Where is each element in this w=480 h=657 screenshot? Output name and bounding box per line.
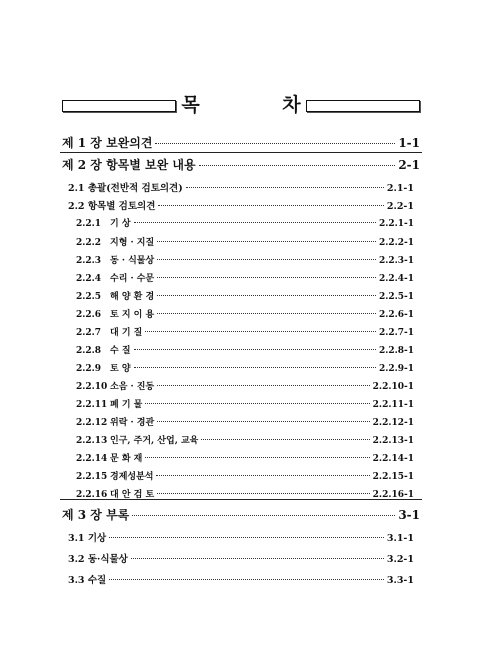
toc-number: 2.2.16 <box>76 490 108 500</box>
dot-leader <box>109 579 384 580</box>
toc-page: 2.2.4-1 <box>378 274 414 284</box>
toc-entry-2-2-5[interactable] <box>76 289 414 302</box>
dot-leader <box>157 277 376 278</box>
dot-leader <box>157 241 376 242</box>
toc-label: 인구, 주거, 산업, 교육 <box>110 436 199 446</box>
toc-entry-2-2-3[interactable] <box>76 253 414 266</box>
dot-leader <box>157 259 376 260</box>
toc-page: 2.2.8-1 <box>378 346 414 356</box>
toc-page: 2.1-1 <box>386 183 414 194</box>
toc-page: 2-1 <box>398 158 420 172</box>
dot-leader <box>109 537 384 538</box>
toc-number: 2.2.2 <box>76 238 102 248</box>
toc-entry-2-2-4[interactable] <box>76 271 414 284</box>
toc-entry-chapter-2[interactable] <box>62 156 420 173</box>
dot-leader <box>157 421 369 422</box>
toc-entry-2-2-11[interactable] <box>76 397 414 410</box>
dot-leader <box>157 493 369 494</box>
toc-page: 2.2.11-1 <box>372 400 414 410</box>
toc-label: 수리 · 수문 <box>110 274 155 284</box>
toc-entry-chapter-1[interactable] <box>62 134 420 151</box>
toc-entry-2-2-6[interactable] <box>76 307 414 320</box>
toc-page: 2.2.9-1 <box>378 364 414 374</box>
dot-leader <box>156 475 369 476</box>
toc-page: 3.2-1 <box>386 554 414 565</box>
toc-page: 3.1-1 <box>386 533 414 544</box>
divider <box>60 152 422 153</box>
toc-page: 2.2.6-1 <box>378 310 414 320</box>
toc-number: 2.2.1 <box>76 219 102 229</box>
toc-label: 3.2 동·식물상 <box>68 554 128 565</box>
dot-leader <box>145 331 376 332</box>
dot-leader <box>131 558 384 559</box>
toc-label: 문 화 재 <box>110 454 143 464</box>
toc-label: 수 질 <box>110 346 131 356</box>
toc-label: 3.3 수질 <box>68 575 107 586</box>
dot-leader <box>134 367 376 368</box>
toc-entry-3-3[interactable] <box>68 572 414 586</box>
toc-label: 제 1 장 보완의견 <box>62 136 153 150</box>
toc-entry-2-2-1[interactable] <box>76 216 414 229</box>
toc-number: 2.2.3 <box>76 256 102 266</box>
toc-label: 제 2 장 항목별 보완 내용 <box>62 158 196 172</box>
dot-leader <box>186 187 384 188</box>
dot-leader <box>134 222 376 223</box>
dot-leader <box>158 205 384 206</box>
toc-entry-2-2-9[interactable] <box>76 361 414 374</box>
toc-page: 2.2.13-1 <box>372 436 414 446</box>
toc-entry-2-1[interactable] <box>68 180 414 194</box>
toc-label: 경제성분석 <box>110 472 154 482</box>
toc-number: 2.2.5 <box>76 292 102 302</box>
toc-label: 2.1 총괄(전반적 검토의견) <box>68 183 183 194</box>
toc-number: 2.2.12 <box>76 418 108 428</box>
toc-number: 2.2.8 <box>76 346 102 356</box>
toc-label: 대 기 질 <box>110 328 143 338</box>
toc-page: 2.2.10-1 <box>372 382 414 392</box>
toc-entry-2-2-8[interactable] <box>76 343 414 356</box>
toc-page: 3-1 <box>398 508 420 522</box>
toc-page: 2.2.7-1 <box>378 328 414 338</box>
toc-label: 토 지 이 용 <box>110 310 155 320</box>
page-title: 목 차 <box>181 94 339 116</box>
toc-page: 2.2.5-1 <box>378 292 414 302</box>
toc-number: 2.2.15 <box>76 472 108 482</box>
toc-page: 2.2-1 <box>386 201 414 212</box>
toc-number: 2.2.6 <box>76 310 102 320</box>
toc-entry-2-2-7[interactable] <box>76 325 414 338</box>
toc-page: 2.2.3-1 <box>378 256 414 266</box>
dot-leader <box>155 143 395 144</box>
dot-leader <box>199 165 396 166</box>
toc-number: 2.2.11 <box>76 400 108 410</box>
toc-entry-2-2-13[interactable] <box>76 433 414 446</box>
toc-page: 2.2.2-1 <box>378 238 414 248</box>
toc-label: 동 · 식물상 <box>110 256 155 266</box>
toc-number: 2.2.14 <box>76 454 108 464</box>
toc-page: 2.2.16-1 <box>372 490 414 500</box>
toc-label: 소음 · 진동 <box>110 382 155 392</box>
toc-label: 폐 기 물 <box>110 400 143 410</box>
dot-leader <box>145 457 369 458</box>
dot-leader <box>157 313 376 314</box>
toc-label: 지형 · 지질 <box>110 238 155 248</box>
toc-number: 2.2.9 <box>76 364 102 374</box>
toc-number: 2.2.7 <box>76 328 102 338</box>
toc-page: 2.2.15-1 <box>372 472 414 482</box>
toc-label: 토 양 <box>110 364 131 374</box>
toc-entry-2-2-2[interactable] <box>76 235 414 248</box>
dot-leader <box>145 403 369 404</box>
toc-entry-2-2-12[interactable] <box>76 415 414 428</box>
dot-leader <box>157 385 369 386</box>
dot-leader <box>134 349 376 350</box>
toc-page: 2.2.14-1 <box>372 454 414 464</box>
toc-title-block <box>60 93 422 117</box>
toc-label: 위락 · 경관 <box>110 418 155 428</box>
dot-leader <box>132 515 395 516</box>
toc-page: 2.2.12-1 <box>372 418 414 428</box>
toc-label: 대 안 검 토 <box>110 490 155 500</box>
toc-entry-2-2[interactable] <box>68 198 414 212</box>
toc-label: 3.1 기상 <box>68 533 107 544</box>
toc-label: 2.2 항목별 검토의견 <box>68 201 156 212</box>
toc-entry-2-2-10[interactable] <box>76 379 414 392</box>
toc-entry-2-2-15[interactable] <box>76 469 414 482</box>
toc-entry-3-1[interactable] <box>68 530 414 544</box>
toc-page: 1-1 <box>398 136 420 150</box>
divider <box>60 499 422 500</box>
toc-number: 2.2.13 <box>76 436 108 446</box>
toc-number: 2.2.4 <box>76 274 102 284</box>
toc-page: 2.2.1-1 <box>378 219 414 229</box>
toc-entry-3-2[interactable] <box>68 551 414 565</box>
dot-leader <box>201 439 369 440</box>
toc-label: 해 양 환 경 <box>110 292 155 302</box>
toc-entry-2-2-14[interactable] <box>76 451 414 464</box>
toc-entry-chapter-3[interactable] <box>62 506 420 523</box>
dot-leader <box>157 295 376 296</box>
toc-number: 2.2.10 <box>76 382 108 392</box>
toc-label: 기 상 <box>110 219 131 229</box>
toc-page: 3.3-1 <box>386 575 414 586</box>
toc-label: 제 3 장 부록 <box>62 508 130 522</box>
